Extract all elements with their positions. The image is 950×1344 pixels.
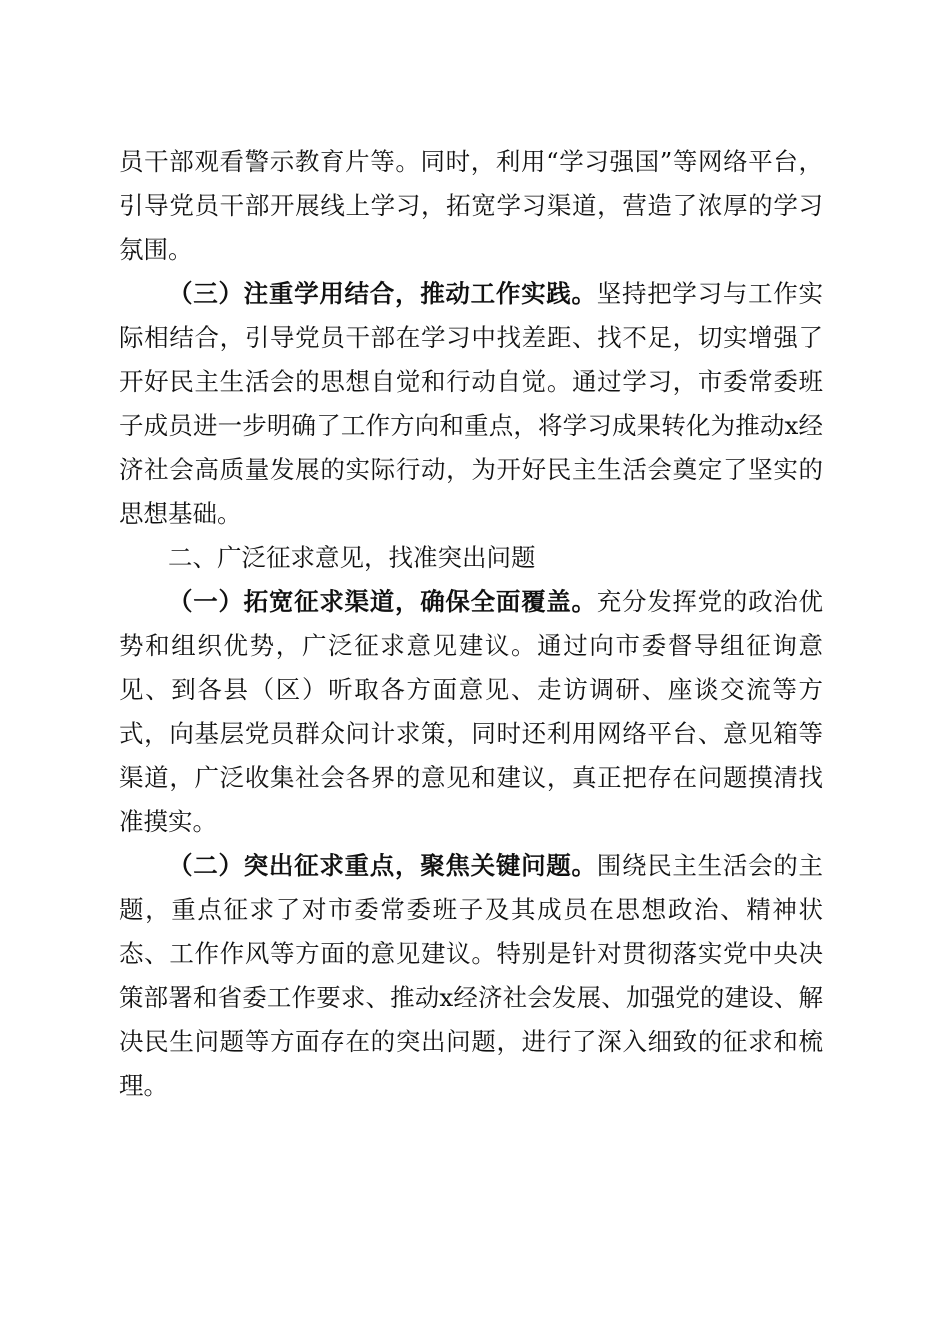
document-body bbox=[119, 140, 823, 1108]
section-heading: 二、广泛征求意见，找准突出问题 bbox=[168, 543, 536, 572]
paragraph-text: 坚持把学习与工作实际相结合，引导党员干部在学习中找差距、找不足，切实增强了开好民主生活会的思想自觉和行动自觉。通过学习，市委常委班子成员进一步明确了工作方向和重点，将学习成果转化为推动x经济社会高质量发展的实际行动，为开好民主生活会奠定了坚实的思想基础。 bbox=[119, 279, 824, 528]
paragraph-lead: （一）拓宽征求渠道，确保全面覆盖。 bbox=[168, 587, 597, 616]
paragraph-lead: （二）突出征求重点，聚焦关键问题。 bbox=[168, 851, 597, 880]
paragraph-text: 充分发挥党的政治优势和组织优势，广泛征求意见建议。通过向市委督导组征询意见、到各县（区）听取各方面意见、走访调研、座谈交流等方式，向基层党员群众问计求策，同时还利用网络平台、意见箱等渠道，广泛收集社会各界的意见和建议，真正把存在问题摸清找准摸实。 bbox=[119, 587, 824, 836]
paragraph-continued bbox=[119, 140, 823, 272]
paragraph-lead: （三）注重学用结合，推动工作实践。 bbox=[168, 279, 597, 308]
paragraph-section-2 bbox=[119, 844, 823, 1108]
paragraph-text: 员干部观看警示教育片等。同时，利用“学习强国”等网络平台，引导党员干部开展线上学习，拓宽学习渠道，营造了浓厚的学习氛围。 bbox=[119, 147, 823, 264]
paragraph-text: 围绕民主生活会的主题，重点征求了对市委常委班子及其成员在思想政治、精神状态、工作作风等方面的意见建议。特别是针对贯彻落实党中央决策部署和省委工作要求、推动x经济社会发展、加强党的建设、解决民生问题等方面存在的突出问题，进行了深入细致的征求和梳理。 bbox=[119, 851, 824, 1100]
paragraph-section-3 bbox=[119, 272, 823, 536]
paragraph-section-1 bbox=[119, 580, 823, 844]
